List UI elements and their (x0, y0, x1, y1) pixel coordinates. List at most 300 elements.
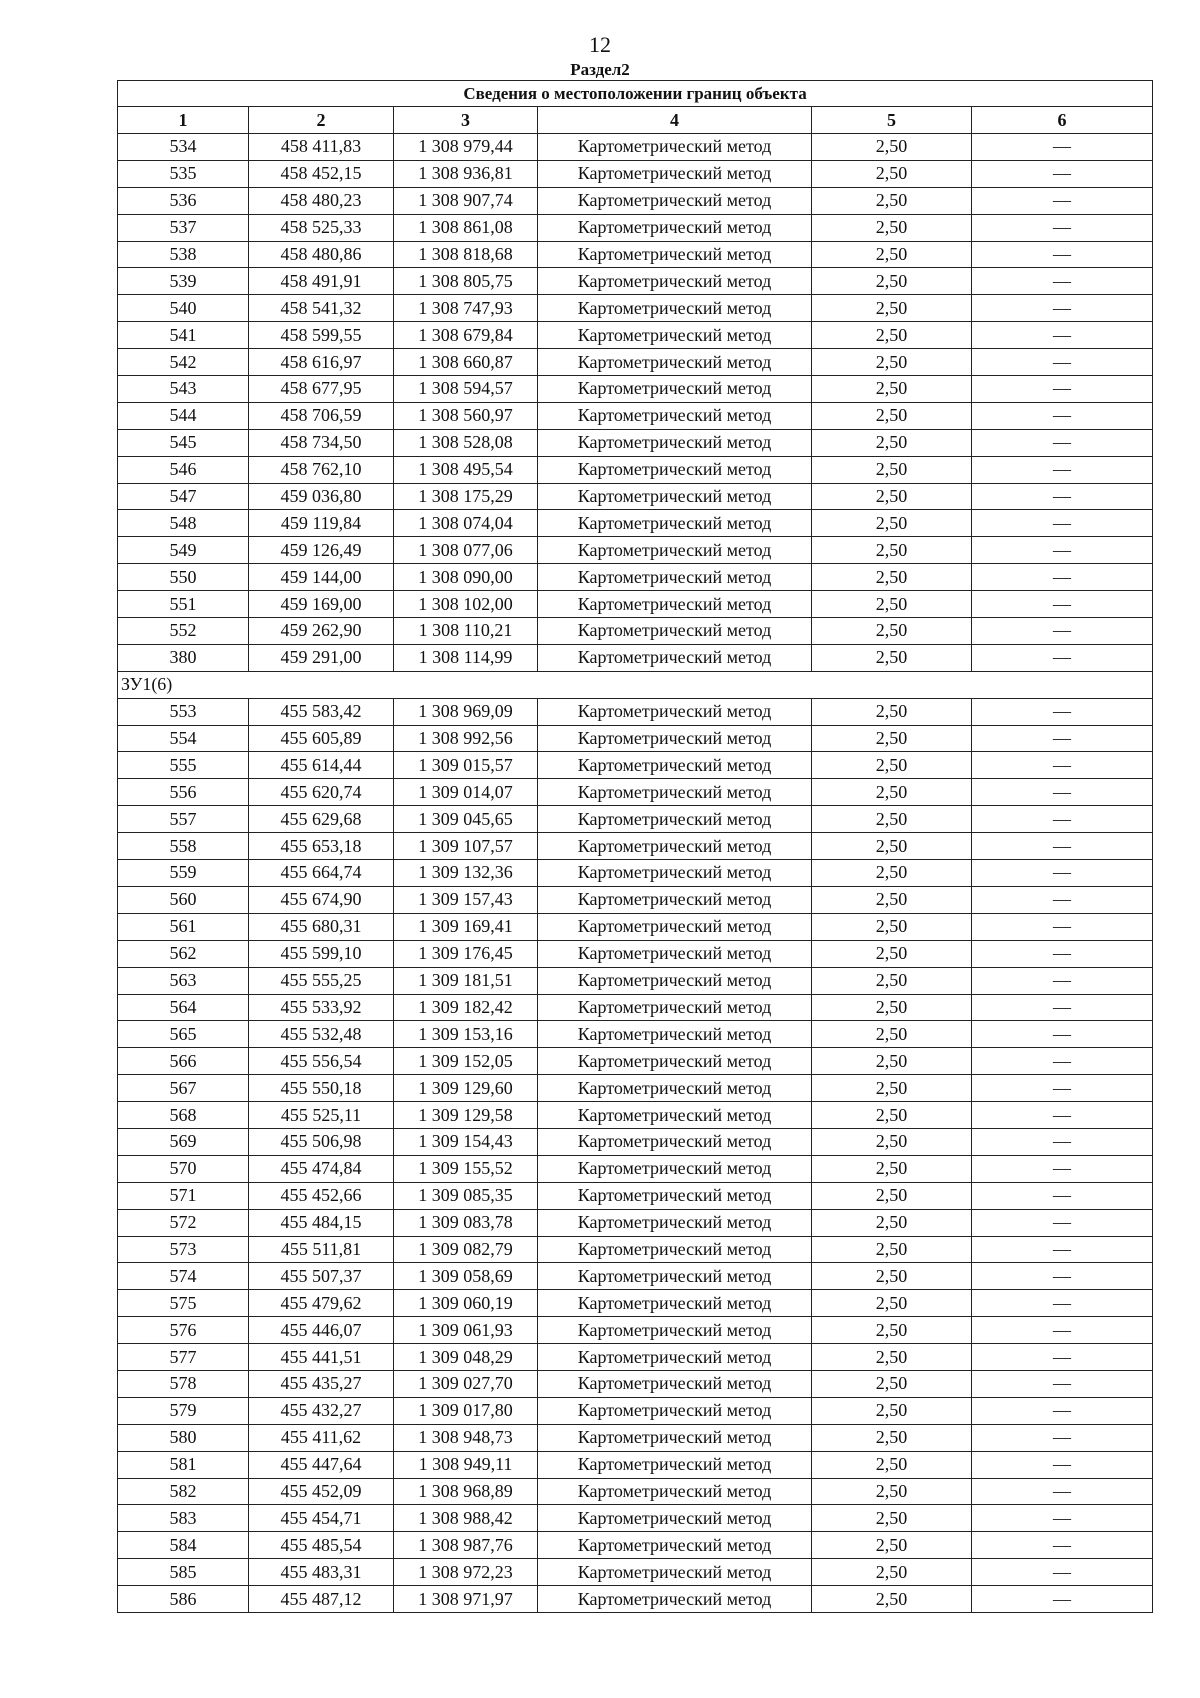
x-coordinate-cell: 459 291,00 (249, 644, 394, 671)
table-row (118, 591, 1153, 618)
column-number: 3 (394, 107, 538, 134)
x-coordinate-cell: 458 491,91 (249, 268, 394, 295)
method-cell: Картометрический метод (538, 1048, 812, 1075)
point-number-cell: 570 (118, 1155, 249, 1182)
x-coordinate-cell: 455 506,98 (249, 1128, 394, 1155)
method-cell: Картометрический метод (538, 1182, 812, 1209)
accuracy-cell: 2,50 (812, 1102, 972, 1129)
column-number: 1 (118, 107, 249, 134)
point-number-cell: 575 (118, 1290, 249, 1317)
y-coordinate-cell: 1 309 154,43 (394, 1128, 538, 1155)
description-cell: — (972, 241, 1153, 268)
x-coordinate-cell: 458 734,50 (249, 429, 394, 456)
x-coordinate-cell: 455 533,92 (249, 994, 394, 1021)
description-cell: — (972, 160, 1153, 187)
description-cell: — (972, 1344, 1153, 1371)
description-cell: — (972, 456, 1153, 483)
table-row (118, 618, 1153, 645)
accuracy-cell: 2,50 (812, 241, 972, 268)
method-cell: Картометрический метод (538, 1102, 812, 1129)
table-row (118, 913, 1153, 940)
description-cell: — (972, 806, 1153, 833)
y-coordinate-cell: 1 308 988,42 (394, 1505, 538, 1532)
x-coordinate-cell: 459 119,84 (249, 510, 394, 537)
method-cell: Картометрический метод (538, 698, 812, 725)
point-number-cell: 537 (118, 214, 249, 241)
accuracy-cell: 2,50 (812, 510, 972, 537)
y-coordinate-cell: 1 308 948,73 (394, 1424, 538, 1451)
y-coordinate-cell: 1 308 090,00 (394, 564, 538, 591)
y-coordinate-cell: 1 309 129,60 (394, 1075, 538, 1102)
column-number: 5 (812, 107, 972, 134)
method-cell: Картометрический метод (538, 779, 812, 806)
x-coordinate-cell: 455 485,54 (249, 1532, 394, 1559)
y-coordinate-cell: 1 308 594,57 (394, 376, 538, 403)
method-cell: Картометрический метод (538, 1155, 812, 1182)
description-cell: — (972, 1397, 1153, 1424)
y-coordinate-cell: 1 308 560,97 (394, 402, 538, 429)
description-cell: — (972, 860, 1153, 887)
x-coordinate-cell: 455 484,15 (249, 1209, 394, 1236)
method-cell: Картометрический метод (538, 510, 812, 537)
accuracy-cell: 2,50 (812, 1075, 972, 1102)
table-row (118, 860, 1153, 887)
y-coordinate-cell: 1 309 107,57 (394, 833, 538, 860)
accuracy-cell: 2,50 (812, 806, 972, 833)
y-coordinate-cell: 1 309 085,35 (394, 1182, 538, 1209)
point-number-cell: 566 (118, 1048, 249, 1075)
method-cell: Картометрический метод (538, 1424, 812, 1451)
point-number-cell: 539 (118, 268, 249, 295)
x-coordinate-cell: 459 036,80 (249, 483, 394, 510)
table-row (118, 268, 1153, 295)
y-coordinate-cell: 1 308 972,23 (394, 1559, 538, 1586)
y-coordinate-cell: 1 308 861,08 (394, 214, 538, 241)
point-number-cell: 567 (118, 1075, 249, 1102)
y-coordinate-cell: 1 309 027,70 (394, 1370, 538, 1397)
x-coordinate-cell: 459 169,00 (249, 591, 394, 618)
description-cell: — (972, 322, 1153, 349)
x-coordinate-cell: 455 550,18 (249, 1075, 394, 1102)
point-number-cell: 549 (118, 537, 249, 564)
description-cell: — (972, 429, 1153, 456)
point-number-cell: 544 (118, 402, 249, 429)
accuracy-cell: 2,50 (812, 886, 972, 913)
point-number-cell: 546 (118, 456, 249, 483)
point-number-cell: 538 (118, 241, 249, 268)
y-coordinate-cell: 1 309 014,07 (394, 779, 538, 806)
table-body (118, 134, 1153, 1613)
accuracy-cell: 2,50 (812, 134, 972, 161)
y-coordinate-cell: 1 308 907,74 (394, 187, 538, 214)
x-coordinate-cell: 455 532,48 (249, 1021, 394, 1048)
y-coordinate-cell: 1 309 153,16 (394, 1021, 538, 1048)
table-row (118, 349, 1153, 376)
point-number-cell: 583 (118, 1505, 249, 1532)
description-cell: — (972, 1182, 1153, 1209)
table-row (118, 1236, 1153, 1263)
method-cell: Картометрический метод (538, 429, 812, 456)
table-row (118, 1424, 1153, 1451)
method-cell: Картометрический метод (538, 644, 812, 671)
x-coordinate-cell: 459 144,00 (249, 564, 394, 591)
accuracy-cell: 2,50 (812, 725, 972, 752)
method-cell: Картометрический метод (538, 1586, 812, 1613)
x-coordinate-cell: 455 479,62 (249, 1290, 394, 1317)
x-coordinate-cell: 455 629,68 (249, 806, 394, 833)
y-coordinate-cell: 1 309 058,69 (394, 1263, 538, 1290)
accuracy-cell: 2,50 (812, 1263, 972, 1290)
point-number-cell: 547 (118, 483, 249, 510)
description-cell: — (972, 913, 1153, 940)
page-number: 12 (589, 32, 611, 57)
table-row (118, 1532, 1153, 1559)
description-cell: — (972, 1451, 1153, 1478)
point-number-cell: 581 (118, 1451, 249, 1478)
description-cell: — (972, 1155, 1153, 1182)
method-cell: Картометрический метод (538, 1478, 812, 1505)
point-number-cell: 558 (118, 833, 249, 860)
description-cell: — (972, 483, 1153, 510)
accuracy-cell: 2,50 (812, 564, 972, 591)
point-number-cell: 585 (118, 1559, 249, 1586)
x-coordinate-cell: 455 454,71 (249, 1505, 394, 1532)
accuracy-cell: 2,50 (812, 349, 972, 376)
accuracy-cell: 2,50 (812, 967, 972, 994)
y-coordinate-cell: 1 309 182,42 (394, 994, 538, 1021)
accuracy-cell: 2,50 (812, 940, 972, 967)
method-cell: Картометрический метод (538, 752, 812, 779)
x-coordinate-cell: 455 483,31 (249, 1559, 394, 1586)
accuracy-cell: 2,50 (812, 1290, 972, 1317)
point-number-cell: 543 (118, 376, 249, 403)
accuracy-cell: 2,50 (812, 1451, 972, 1478)
point-number-cell: 560 (118, 886, 249, 913)
x-coordinate-cell: 459 262,90 (249, 618, 394, 645)
table-row (118, 698, 1153, 725)
y-coordinate-cell: 1 309 152,05 (394, 1048, 538, 1075)
table-row (118, 644, 1153, 671)
point-number-cell: 579 (118, 1397, 249, 1424)
description-cell: — (972, 1370, 1153, 1397)
point-number-cell: 536 (118, 187, 249, 214)
description-cell: — (972, 1075, 1153, 1102)
table-row (118, 967, 1153, 994)
point-number-cell: 562 (118, 940, 249, 967)
point-number-cell: 553 (118, 698, 249, 725)
method-cell: Картометрический метод (538, 994, 812, 1021)
column-number: 2 (249, 107, 394, 134)
method-cell: Картометрический метод (538, 1317, 812, 1344)
y-coordinate-cell: 1 309 129,58 (394, 1102, 538, 1129)
description-cell: — (972, 1586, 1153, 1613)
accuracy-cell: 2,50 (812, 644, 972, 671)
y-coordinate-cell: 1 309 060,19 (394, 1290, 538, 1317)
table-row (118, 940, 1153, 967)
method-cell: Картометрический метод (538, 456, 812, 483)
x-coordinate-cell: 458 411,83 (249, 134, 394, 161)
method-cell: Картометрический метод (538, 1370, 812, 1397)
accuracy-cell: 2,50 (812, 268, 972, 295)
method-cell: Картометрический метод (538, 591, 812, 618)
x-coordinate-cell: 455 432,27 (249, 1397, 394, 1424)
group-label-row (118, 671, 1153, 698)
method-cell: Картометрический метод (538, 134, 812, 161)
table-row (118, 1586, 1153, 1613)
x-coordinate-cell: 458 452,15 (249, 160, 394, 187)
table-row (118, 187, 1153, 214)
method-cell: Картометрический метод (538, 860, 812, 887)
x-coordinate-cell: 455 487,12 (249, 1586, 394, 1613)
x-coordinate-cell: 455 411,62 (249, 1424, 394, 1451)
description-cell: — (972, 1290, 1153, 1317)
table-row (118, 752, 1153, 779)
table-row (118, 725, 1153, 752)
x-coordinate-cell: 458 480,86 (249, 241, 394, 268)
method-cell: Картометрический метод (538, 618, 812, 645)
x-coordinate-cell: 455 525,11 (249, 1102, 394, 1129)
accuracy-cell: 2,50 (812, 1048, 972, 1075)
x-coordinate-cell: 455 605,89 (249, 725, 394, 752)
point-number-cell: 563 (118, 967, 249, 994)
table-row (118, 1317, 1153, 1344)
accuracy-cell: 2,50 (812, 1021, 972, 1048)
y-coordinate-cell: 1 309 157,43 (394, 886, 538, 913)
method-cell: Картометрический метод (538, 725, 812, 752)
point-number-cell: 548 (118, 510, 249, 537)
description-cell: — (972, 1532, 1153, 1559)
description-cell: — (972, 1021, 1153, 1048)
accuracy-cell: 2,50 (812, 1424, 972, 1451)
point-number-cell: 550 (118, 564, 249, 591)
table-row (118, 1344, 1153, 1371)
accuracy-cell: 2,50 (812, 1397, 972, 1424)
y-coordinate-cell: 1 309 132,36 (394, 860, 538, 887)
method-cell: Картометрический метод (538, 537, 812, 564)
accuracy-cell: 2,50 (812, 187, 972, 214)
x-coordinate-cell: 458 706,59 (249, 402, 394, 429)
y-coordinate-cell: 1 308 110,21 (394, 618, 538, 645)
table-row (118, 1478, 1153, 1505)
point-number-cell: 545 (118, 429, 249, 456)
x-coordinate-cell: 455 556,54 (249, 1048, 394, 1075)
y-coordinate-cell: 1 308 077,06 (394, 537, 538, 564)
description-cell: — (972, 618, 1153, 645)
x-coordinate-cell: 455 620,74 (249, 779, 394, 806)
x-coordinate-cell: 455 599,10 (249, 940, 394, 967)
x-coordinate-cell: 455 447,64 (249, 1451, 394, 1478)
y-coordinate-cell: 1 309 082,79 (394, 1236, 538, 1263)
accuracy-cell: 2,50 (812, 376, 972, 403)
accuracy-cell: 2,50 (812, 1182, 972, 1209)
table-row (118, 1102, 1153, 1129)
method-cell: Картометрический метод (538, 268, 812, 295)
description-cell: — (972, 214, 1153, 241)
x-coordinate-cell: 458 599,55 (249, 322, 394, 349)
table-row (118, 1290, 1153, 1317)
accuracy-cell: 2,50 (812, 1505, 972, 1532)
method-cell: Картометрический метод (538, 160, 812, 187)
description-cell: — (972, 295, 1153, 322)
accuracy-cell: 2,50 (812, 1236, 972, 1263)
method-cell: Картометрический метод (538, 1451, 812, 1478)
table-row (118, 241, 1153, 268)
accuracy-cell: 2,50 (812, 402, 972, 429)
table-row (118, 806, 1153, 833)
accuracy-cell: 2,50 (812, 1559, 972, 1586)
description-cell: — (972, 967, 1153, 994)
table-row (118, 886, 1153, 913)
point-number-cell: 554 (118, 725, 249, 752)
point-number-cell: 568 (118, 1102, 249, 1129)
accuracy-cell: 2,50 (812, 1478, 972, 1505)
point-number-cell: 559 (118, 860, 249, 887)
accuracy-cell: 2,50 (812, 1532, 972, 1559)
y-coordinate-cell: 1 308 818,68 (394, 241, 538, 268)
method-cell: Картометрический метод (538, 1075, 812, 1102)
accuracy-cell: 2,50 (812, 295, 972, 322)
method-cell: Картометрический метод (538, 940, 812, 967)
x-coordinate-cell: 455 452,66 (249, 1182, 394, 1209)
y-coordinate-cell: 1 308 979,44 (394, 134, 538, 161)
description-cell: — (972, 752, 1153, 779)
accuracy-cell: 2,50 (812, 752, 972, 779)
x-coordinate-cell: 455 507,37 (249, 1263, 394, 1290)
x-coordinate-cell: 458 677,95 (249, 376, 394, 403)
x-coordinate-cell: 455 674,90 (249, 886, 394, 913)
y-coordinate-cell: 1 308 114,99 (394, 644, 538, 671)
table-row (118, 1021, 1153, 1048)
y-coordinate-cell: 1 309 083,78 (394, 1209, 538, 1236)
column-number-row (118, 107, 1153, 134)
table-row (118, 537, 1153, 564)
column-number: 6 (972, 107, 1153, 134)
y-coordinate-cell: 1 309 176,45 (394, 940, 538, 967)
point-number-cell: 534 (118, 134, 249, 161)
method-cell: Картометрический метод (538, 967, 812, 994)
table-row (118, 483, 1153, 510)
x-coordinate-cell: 455 555,25 (249, 967, 394, 994)
table-row (118, 322, 1153, 349)
description-cell: — (972, 376, 1153, 403)
method-cell: Картометрический метод (538, 1290, 812, 1317)
table-row (118, 1451, 1153, 1478)
x-coordinate-cell: 455 446,07 (249, 1317, 394, 1344)
method-cell: Картометрический метод (538, 564, 812, 591)
accuracy-cell: 2,50 (812, 483, 972, 510)
description-cell: — (972, 994, 1153, 1021)
point-number-cell: 552 (118, 618, 249, 645)
table-row (118, 510, 1153, 537)
accuracy-cell: 2,50 (812, 1344, 972, 1371)
accuracy-cell: 2,50 (812, 1317, 972, 1344)
table-row (118, 456, 1153, 483)
point-number-cell: 571 (118, 1182, 249, 1209)
accuracy-cell: 2,50 (812, 698, 972, 725)
x-coordinate-cell: 458 480,23 (249, 187, 394, 214)
point-number-cell: 535 (118, 160, 249, 187)
x-coordinate-cell: 458 525,33 (249, 214, 394, 241)
y-coordinate-cell: 1 309 015,57 (394, 752, 538, 779)
table-row (118, 376, 1153, 403)
table-row (118, 564, 1153, 591)
y-coordinate-cell: 1 309 155,52 (394, 1155, 538, 1182)
table-row (118, 994, 1153, 1021)
description-cell: — (972, 1505, 1153, 1532)
method-cell: Картометрический метод (538, 295, 812, 322)
y-coordinate-cell: 1 308 969,09 (394, 698, 538, 725)
point-number-cell: 572 (118, 1209, 249, 1236)
accuracy-cell: 2,50 (812, 1155, 972, 1182)
accuracy-cell: 2,50 (812, 1586, 972, 1613)
x-coordinate-cell: 455 583,42 (249, 698, 394, 725)
description-cell: — (972, 886, 1153, 913)
x-coordinate-cell: 455 435,27 (249, 1370, 394, 1397)
y-coordinate-cell: 1 308 679,84 (394, 322, 538, 349)
point-number-cell: 582 (118, 1478, 249, 1505)
point-number-cell: 561 (118, 913, 249, 940)
method-cell: Картометрический метод (538, 1559, 812, 1586)
y-coordinate-cell: 1 308 971,97 (394, 1586, 538, 1613)
method-cell: Картометрический метод (538, 1505, 812, 1532)
x-coordinate-cell: 459 126,49 (249, 537, 394, 564)
x-coordinate-cell: 455 511,81 (249, 1236, 394, 1263)
x-coordinate-cell: 455 474,84 (249, 1155, 394, 1182)
accuracy-cell: 2,50 (812, 1370, 972, 1397)
point-number-cell: 569 (118, 1128, 249, 1155)
y-coordinate-cell: 1 308 968,89 (394, 1478, 538, 1505)
table-row (118, 1505, 1153, 1532)
accuracy-cell: 2,50 (812, 1209, 972, 1236)
method-cell: Картометрический метод (538, 1263, 812, 1290)
column-number: 4 (538, 107, 812, 134)
accuracy-cell: 2,50 (812, 618, 972, 645)
y-coordinate-cell: 1 308 987,76 (394, 1532, 538, 1559)
point-number-cell: 586 (118, 1586, 249, 1613)
accuracy-cell: 2,50 (812, 1128, 972, 1155)
description-cell: — (972, 1102, 1153, 1129)
y-coordinate-cell: 1 308 747,93 (394, 295, 538, 322)
x-coordinate-cell: 455 653,18 (249, 833, 394, 860)
y-coordinate-cell: 1 308 175,29 (394, 483, 538, 510)
accuracy-cell: 2,50 (812, 537, 972, 564)
description-cell: — (972, 1128, 1153, 1155)
description-cell: — (972, 644, 1153, 671)
y-coordinate-cell: 1 308 949,11 (394, 1451, 538, 1478)
description-cell: — (972, 564, 1153, 591)
group-label: ЗУ1(6) (118, 671, 1153, 698)
section-label: Раздел2 (570, 60, 630, 79)
y-coordinate-cell: 1 309 181,51 (394, 967, 538, 994)
method-cell: Картометрический метод (538, 1397, 812, 1424)
description-cell: — (972, 1048, 1153, 1075)
point-number-cell: 540 (118, 295, 249, 322)
point-number-cell: 541 (118, 322, 249, 349)
point-number-cell: 577 (118, 1344, 249, 1371)
y-coordinate-cell: 1 308 528,08 (394, 429, 538, 456)
table-row (118, 295, 1153, 322)
method-cell: Картометрический метод (538, 402, 812, 429)
description-cell: — (972, 1317, 1153, 1344)
method-cell: Картометрический метод (538, 1209, 812, 1236)
description-cell: — (972, 510, 1153, 537)
method-cell: Картометрический метод (538, 376, 812, 403)
method-cell: Картометрический метод (538, 214, 812, 241)
accuracy-cell: 2,50 (812, 456, 972, 483)
accuracy-cell: 2,50 (812, 591, 972, 618)
accuracy-cell: 2,50 (812, 160, 972, 187)
method-cell: Картометрический метод (538, 1532, 812, 1559)
